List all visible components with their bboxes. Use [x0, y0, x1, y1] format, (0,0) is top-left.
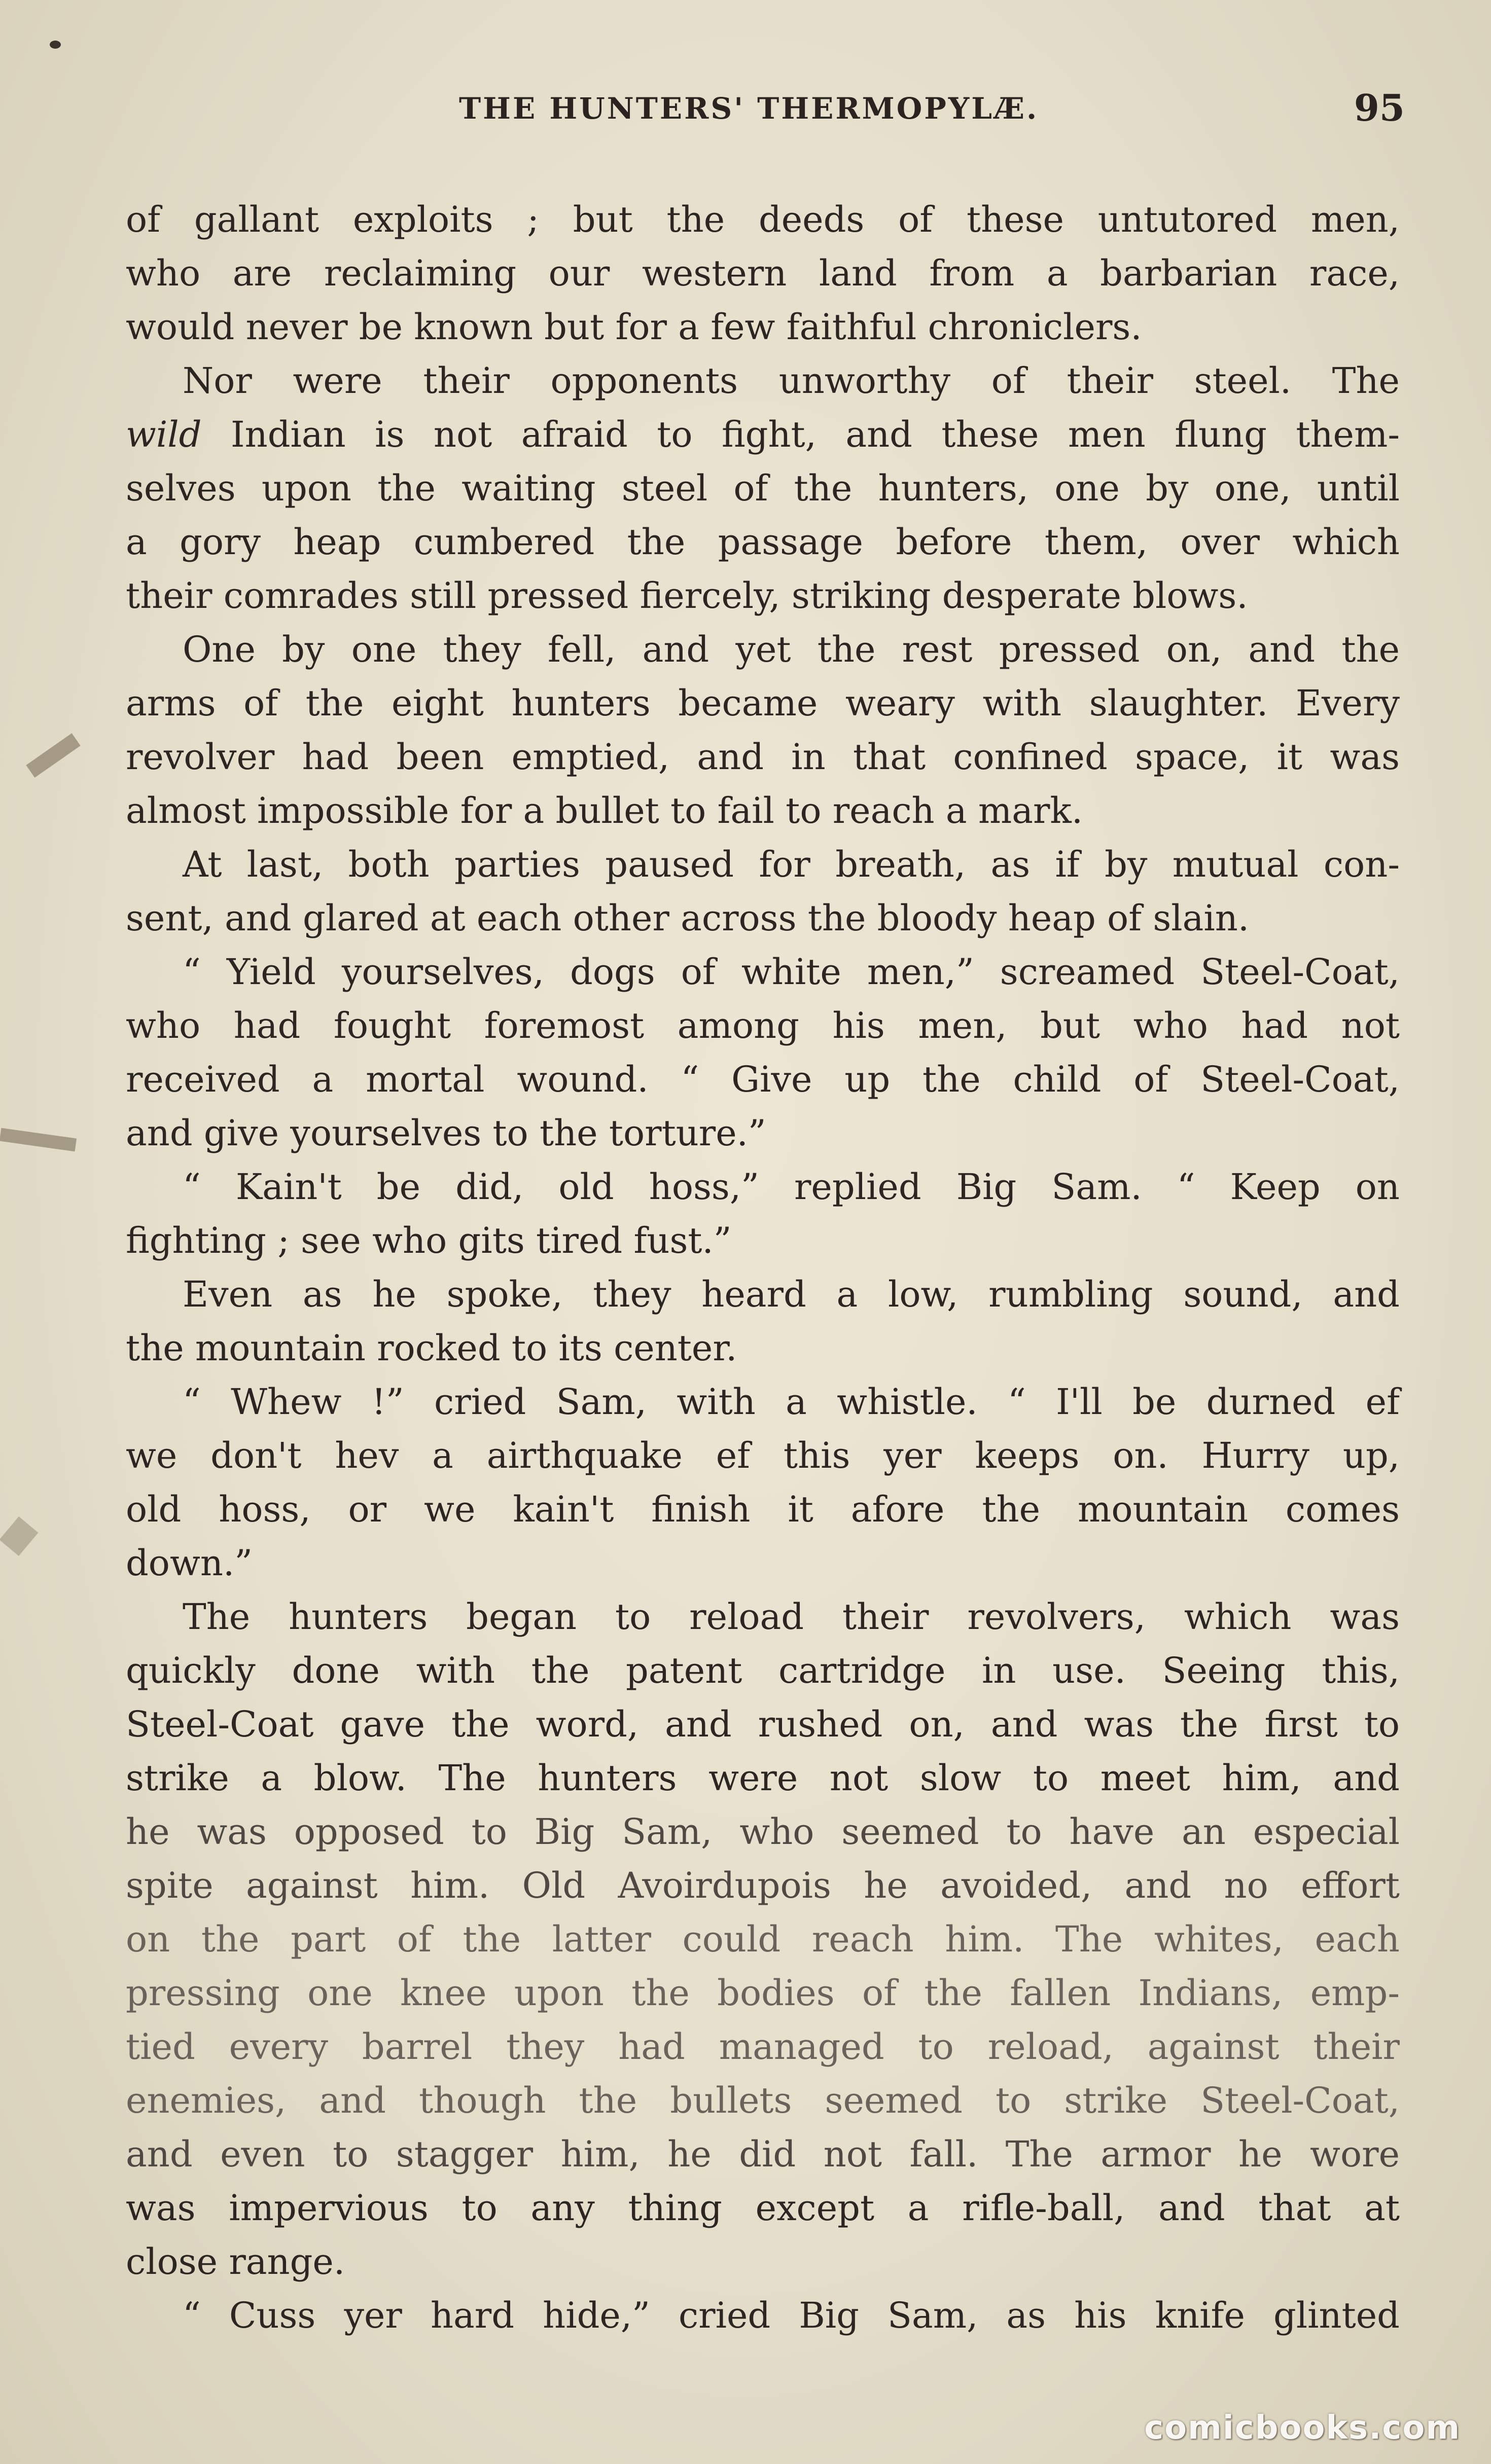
page-header — [127, 86, 1405, 142]
watermark: comicbooks.com — [1144, 2409, 1461, 2447]
text-line: revolver had been emptied, and in that confined space, it was — [126, 736, 1400, 778]
text-line: and give yourselves to the torture.” — [126, 1112, 766, 1154]
text-line: would never be known but for a few faithful chroniclers. — [126, 306, 1142, 348]
text-line: and even to stagger him, he did not fall. The armor he wore — [126, 2133, 1400, 2175]
text-line: received a mortal wound. “ Give up the child of Steel-Coat, — [126, 1059, 1400, 1100]
text-line: strike a blow. The hunters were not slow to meet him, and — [126, 1757, 1400, 1799]
paper-tear-mark — [0, 1128, 77, 1152]
text-line: “ Yield yourselves, dogs of white men,” screamed Steel-Coat, — [183, 951, 1400, 993]
text-line: pressing one knee upon the bodies of the fallen Indians, emp- — [126, 1972, 1400, 2014]
running-title: THE HUNTERS' THERMOPYLÆ. — [459, 91, 1039, 126]
text-line: their comrades still pressed fiercely, striking desperate blows. — [126, 575, 1248, 617]
text-line: he was opposed to Big Sam, who seemed to have an especial — [126, 1811, 1400, 1853]
text-line: Steel-Coat gave the word, and rushed on, and was the first to — [126, 1704, 1400, 1745]
text-line: Even as he spoke, they heard a low, rumbling sound, and — [183, 1274, 1400, 1315]
text-line: close range. — [126, 2241, 345, 2282]
text-line: was impervious to any thing except a rifle-ball, and that at — [126, 2187, 1400, 2229]
paper-tear-mark — [26, 733, 80, 778]
text-line: The hunters began to reload their revolvers, which was — [183, 1596, 1400, 1638]
text-line: a gory heap cumbered the passage before them, over which — [126, 521, 1400, 563]
text-line: on the part of the latter could reach him. The whites, each — [126, 1918, 1400, 1960]
text-line: Nor were their opponents unworthy of their steel. The — [183, 360, 1400, 402]
text-line: spite against him. Old Avoirdupois he avoided, and no effort — [126, 1865, 1400, 1906]
text-line: “ Kain't be did, old hoss,” replied Big Sam. “ Keep on — [183, 1166, 1400, 1208]
italic-word: wild — [126, 414, 202, 455]
text-line: “ Cuss yer hard hide,” cried Big Sam, as his knife glinted — [183, 2295, 1400, 2336]
text-line: wild Indian is not afraid to fight, and these men flung them- — [126, 414, 1400, 455]
text-line: sent, and glared at each other across the bloody heap of slain. — [126, 897, 1250, 939]
page-number: 95 — [1354, 86, 1405, 129]
text-line: fighting ; see who gits tired fust.” — [126, 1220, 732, 1261]
text-line: old hoss, or we kain't finish it afore the mountain comes — [126, 1489, 1400, 1530]
body-text — [126, 193, 1400, 2342]
text-line: who had fought foremost among his men, but who had not — [126, 1005, 1400, 1046]
text-line: down.” — [126, 1542, 253, 1584]
text-line: who are reclaiming our western land from a barbarian race, — [126, 252, 1400, 294]
text-line: tied every barrel they had managed to reload, against their — [126, 2026, 1400, 2068]
text-line: quickly done with the patent cartridge in use. Seeing this, — [126, 1650, 1400, 1691]
text-line: the mountain rocked to its center. — [126, 1327, 737, 1369]
text-line: arms of the eight hunters became weary with slaughter. Every — [126, 682, 1400, 724]
text-line: we don't hev a airthquake ef this yer keeps on. Hurry up, — [126, 1435, 1400, 1476]
text-line: “ Whew !” cried Sam, with a whistle. “ I'll be durned ef — [183, 1381, 1400, 1423]
paper-tear-mark — [0, 1516, 38, 1556]
text-line: enemies, and though the bullets seemed to strike Steel-Coat, — [126, 2080, 1400, 2121]
text-line: At last, both parties paused for breath, as if by mutual con- — [183, 844, 1400, 885]
text-line: of gallant exploits ; but the deeds of these untutored men, — [126, 199, 1400, 240]
ink-speck — [50, 41, 61, 49]
text-line: almost impossible for a bullet to fail to reach a mark. — [126, 790, 1083, 831]
text-line: One by one they fell, and yet the rest pressed on, and the — [183, 629, 1400, 670]
text-line: selves upon the waiting steel of the hunters, one by one, until — [126, 467, 1400, 509]
